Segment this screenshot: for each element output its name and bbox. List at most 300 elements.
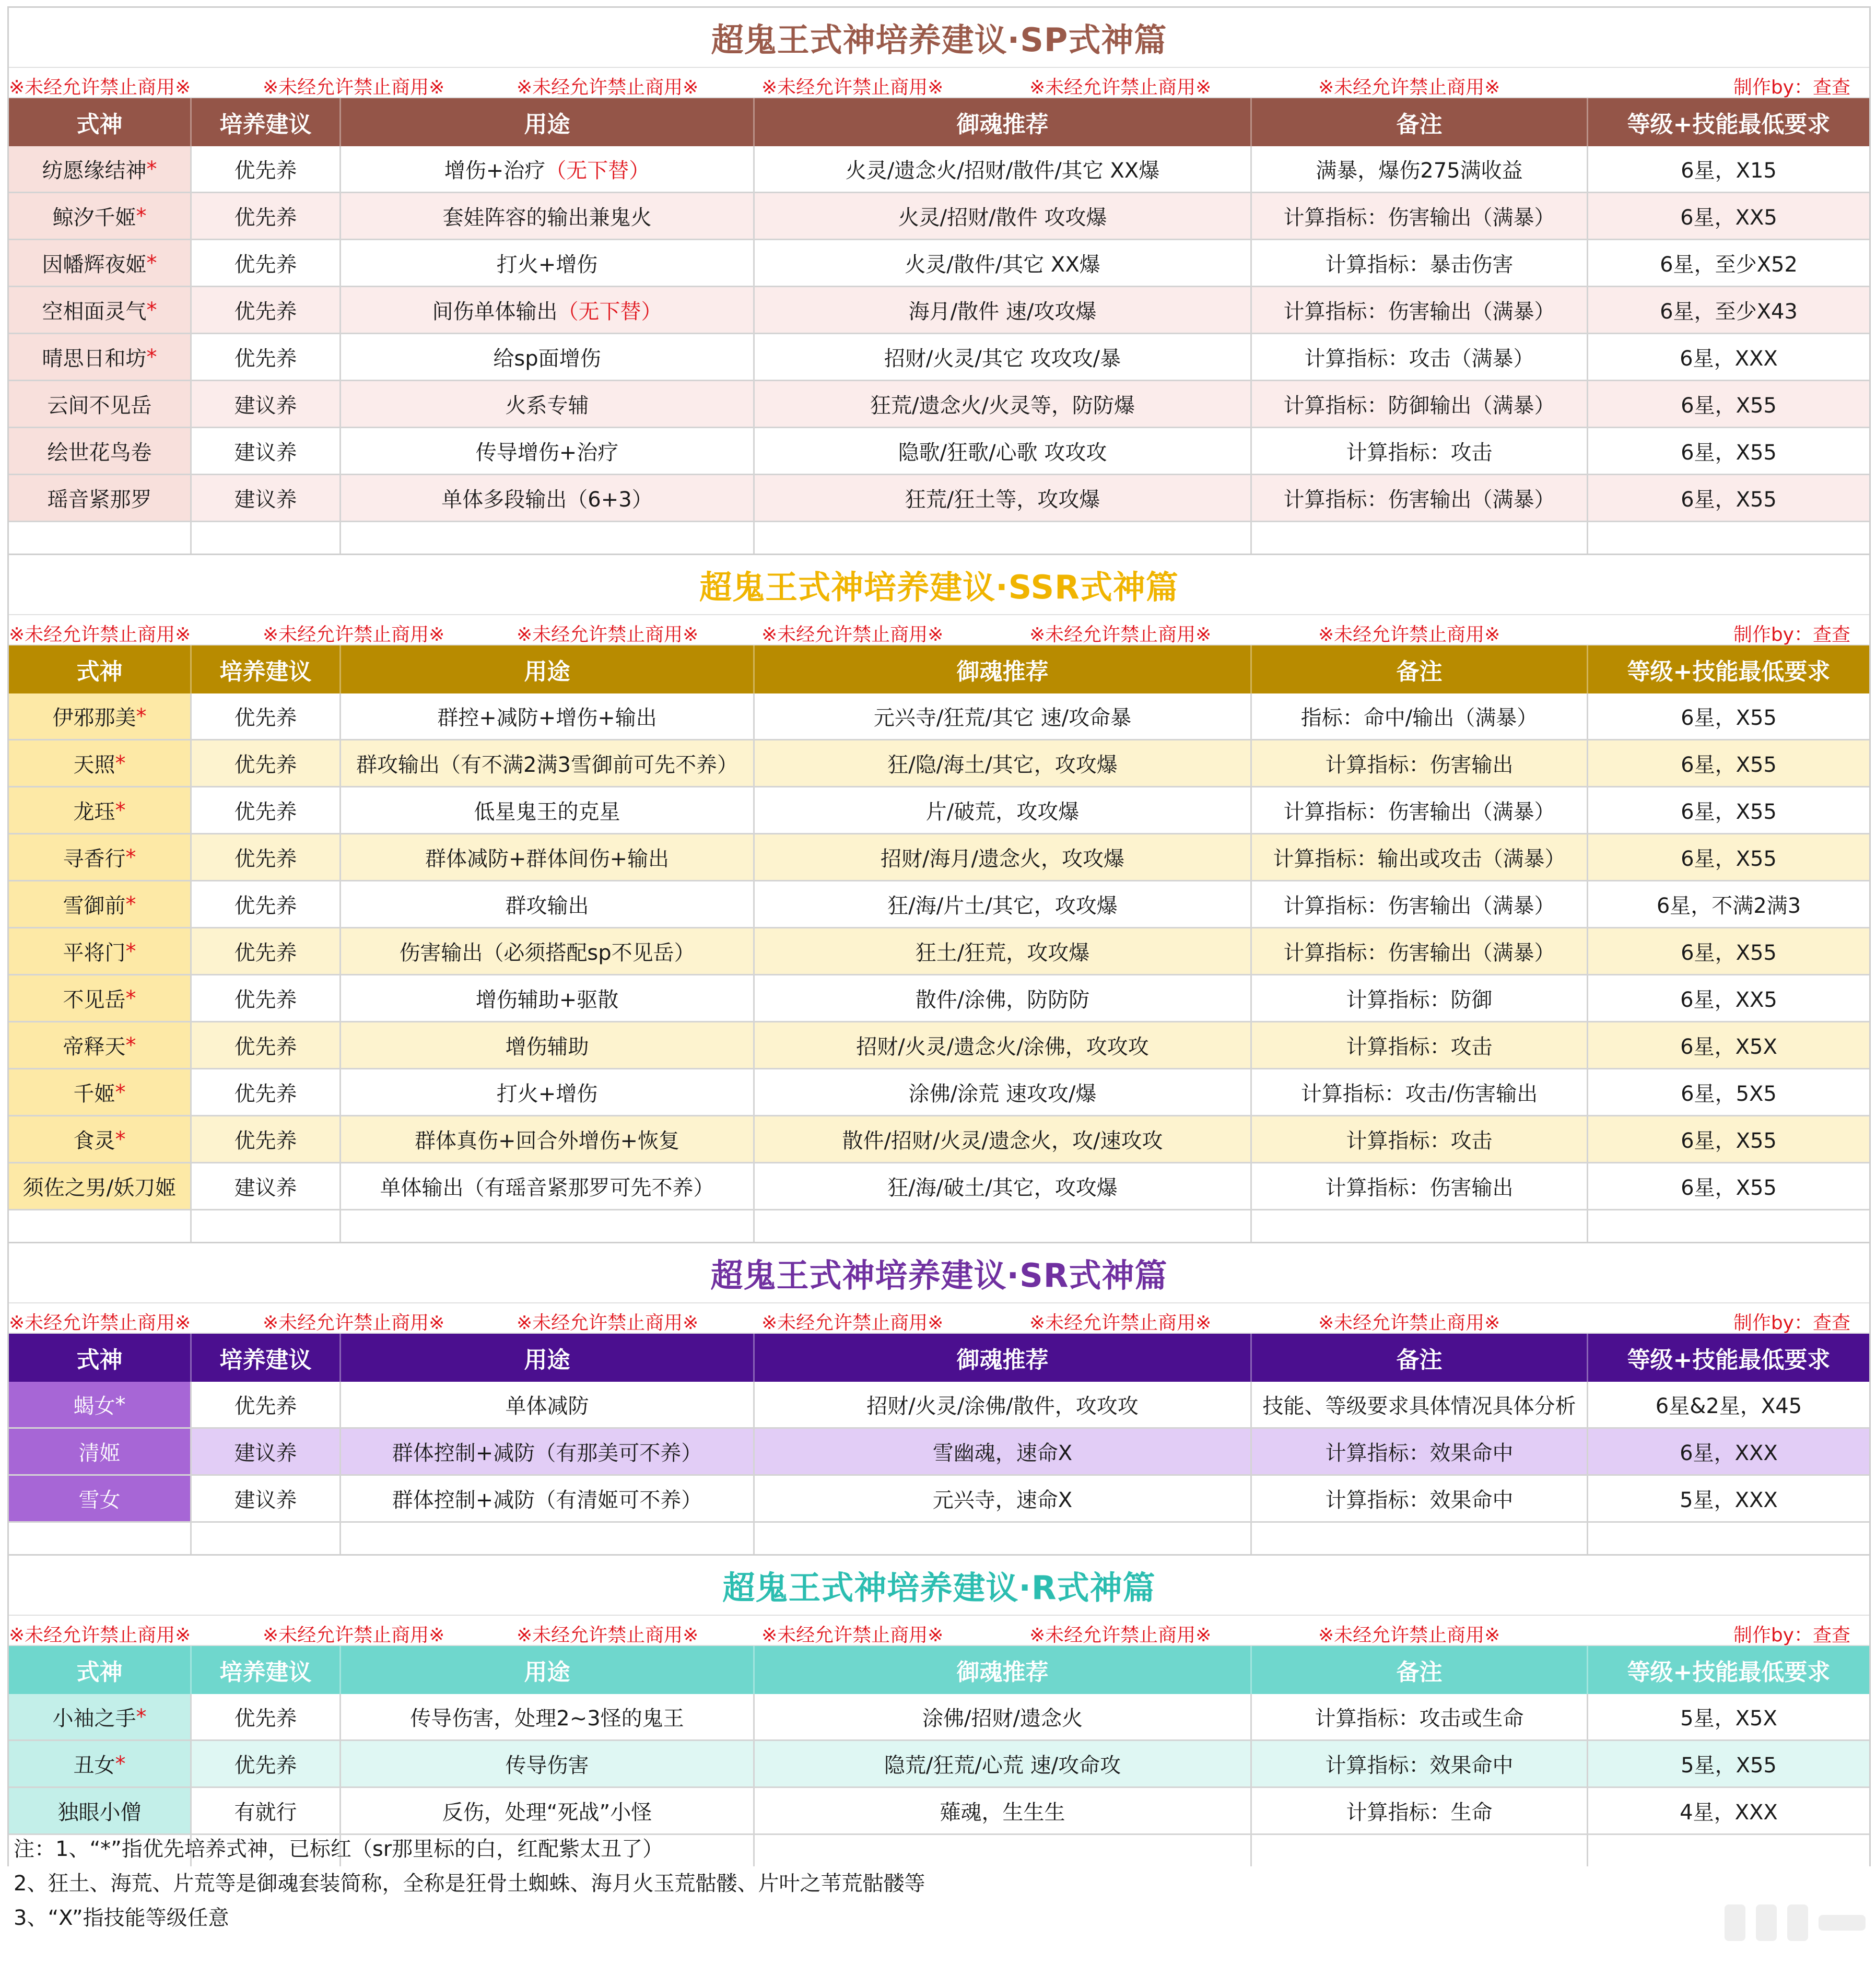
shikigami-name-cell [9,787,192,834]
empty-cell [341,1523,755,1554]
use-cell [341,1022,755,1069]
shikigami-name-cell [9,1476,192,1523]
column-header: 等级+技能最低要求 [1588,1334,1869,1382]
soul-cell: 海月/散件 速/攻攻爆 [755,287,1252,334]
soul-cell: 涂佛/涂荒 速攻攻/爆 [755,1069,1252,1116]
advice-cell: 优先养 [192,1069,341,1116]
shikigami-name: 清姬 [78,1441,121,1465]
shikigami-name-cell [9,381,192,428]
requirement-cell: 6星，XXX [1588,1429,1869,1476]
column-header: 御魂推荐 [755,1646,1252,1694]
soul-cell: 涂佛/招财/遗念火 [755,1694,1252,1741]
requirement-cell: 6星，XX5 [1588,193,1869,240]
advice-cell: 建议养 [192,475,341,522]
table-row [9,1694,1869,1741]
shikigami-name: 空相面灵气 [42,300,147,324]
shikigami-name: 因幡辉夜姬 [42,253,147,277]
requirement-cell: 5星，XXX [1588,1476,1869,1523]
use-text: 打火+增伤 [496,253,598,277]
advice-cell: 优先养 [192,287,341,334]
empty-cell [1252,1835,1588,1866]
use-text: 反伤，处理“死战”小怪 [442,1801,652,1825]
soul-cell: 火灵/散件/其它 XX爆 [755,240,1252,287]
note-cell: 计算指标：效果命中 [1252,1476,1588,1523]
use-note-red: （无下替） [557,300,662,324]
advice-cell: 优先养 [192,975,341,1022]
soul-cell: 招财/火灵/涂佛/散件，攻攻攻 [755,1382,1252,1429]
soul-cell: 狂荒/狂土等，攻攻爆 [755,475,1252,522]
requirement-cell: 6星，X55 [1588,428,1869,475]
column-header: 用途 [341,1646,755,1694]
warning-text: ※未经允许禁止商用※ [1029,624,1212,645]
note-cell: 计算指标：效果命中 [1252,1741,1588,1788]
advice-cell: 优先养 [192,334,341,381]
section-title: 超鬼王式神培养建议·SR式神篇 [9,1242,1869,1302]
table-row [9,428,1869,475]
use-cell [341,1163,755,1210]
soul-cell: 招财/火灵/其它 攻攻攻/暴 [755,334,1252,381]
requirement-cell: 6星，X55 [1588,693,1869,740]
shikigami-name: 千姬 [73,1082,115,1106]
soul-cell: 隐荒/狂荒/心荒 速/攻命攻 [755,1741,1252,1788]
use-text: 群攻输出（有不满2满3雪御前可先不养） [356,753,738,777]
advice-cell: 建议养 [192,1429,341,1476]
note-cell: 计算指标：伤害输出 [1252,1163,1588,1210]
section-ssr [7,554,1871,1242]
priority-star: * [136,704,147,728]
soul-cell: 薙魂，生生生 [755,1788,1252,1835]
use-text: 打火+增伤 [496,1082,598,1106]
soul-cell: 片/破荒，攻攻爆 [755,787,1252,834]
shikigami-name-cell [9,1788,192,1835]
soul-cell: 元兴寺，速命X [755,1476,1252,1523]
use-cell [341,975,755,1022]
priority-star: * [115,1392,126,1417]
table-row [9,1163,1869,1210]
requirement-cell: 6星，X55 [1588,1116,1869,1163]
warning-row [9,1615,1869,1646]
empty-cell [192,522,341,554]
column-header: 式神 [9,1334,192,1382]
note-cell: 计算指标：暴击伤害 [1252,240,1588,287]
soul-cell: 狂/海/破土/其它，攻攻爆 [755,1163,1252,1210]
advice-cell: 建议养 [192,381,341,428]
requirement-cell: 6星，XXX [1588,334,1869,381]
shikigami-name: 独眼小僧 [57,1801,142,1825]
note-cell: 计算指标：生命 [1252,1788,1588,1835]
use-cell [341,428,755,475]
warning-text: ※未经允许禁止商用※ [761,1312,944,1334]
use-cell [341,1069,755,1116]
use-text: 群体减防+群体间伤+输出 [425,847,670,871]
advice-cell: 优先养 [192,193,341,240]
shikigami-name-cell [9,193,192,240]
table-row [9,1429,1869,1476]
requirement-cell: 6星，5X5 [1588,1069,1869,1116]
empty-cell [1252,522,1588,554]
table-row [9,1476,1869,1523]
empty-cell [9,522,192,554]
priority-star: * [125,845,136,869]
column-header: 式神 [9,1646,192,1694]
note-cell: 满暴，爆伤275满收益 [1252,146,1588,193]
bars-watermark-icon [1714,1894,1871,1951]
empty-cell [341,522,755,554]
use-text: 伤害输出（必须搭配sp不见岳） [399,941,695,965]
section-sr [7,1242,1871,1554]
requirement-cell: 6星，至少X43 [1588,287,1869,334]
advice-cell: 优先养 [192,1694,341,1741]
column-header: 御魂推荐 [755,645,1252,693]
warning-text: ※未经允许禁止商用※ [517,624,699,645]
soul-cell: 狂荒/遗念火/火灵等，防防爆 [755,381,1252,428]
empty-cell [755,1210,1252,1242]
note-cell: 计算指标：伤害输出（满暴） [1252,475,1588,522]
shikigami-name: 小袖之手 [52,1707,136,1731]
priority-star: * [136,1704,147,1729]
empty-cell [192,1523,341,1554]
note-cell: 计算指标：攻击或生命 [1252,1694,1588,1741]
priority-star: * [115,1127,126,1151]
column-header: 等级+技能最低要求 [1588,645,1869,693]
shikigami-name: 伊邪那美 [52,706,136,730]
warning-text: ※未经允许禁止商用※ [517,77,699,98]
warning-text: ※未经允许禁止商用※ [1318,77,1500,98]
use-text: 火系专辅 [505,394,589,418]
shikigami-name-cell [9,1382,192,1429]
shikigami-name: 寻香行 [63,847,126,871]
note-3: 3、“X”指技能等级任意 [14,1906,229,1930]
note-cell: 计算指标：攻击 [1252,1116,1588,1163]
warning-text: ※未经允许禁止商用※ [761,624,944,645]
table-row [9,975,1869,1022]
advice-cell: 优先养 [192,1022,341,1069]
column-header: 用途 [341,645,755,693]
table-row [9,881,1869,928]
note-cell: 指标：命中/输出（满暴） [1252,693,1588,740]
warning-text: ※未经允许禁止商用※ [1318,1625,1500,1646]
use-text: 增伤辅助 [505,1035,589,1059]
advice-cell: 建议养 [192,1163,341,1210]
empty-cell [1252,1210,1588,1242]
note-cell: 计算指标：防御 [1252,975,1588,1022]
use-cell [341,881,755,928]
priority-star: * [146,345,157,369]
column-header: 培养建议 [192,1646,341,1694]
note-cell: 计算指标：攻击（满暴） [1252,334,1588,381]
use-text: 单体输出（有瑶音紧那罗可先不养） [380,1176,714,1200]
author-credit: 制作by：查查 [1733,624,1850,645]
shikigami-name-cell [9,834,192,881]
shikigami-name: 纺愿缘结神 [42,159,147,183]
soul-cell: 散件/涂佛，防防防 [755,975,1252,1022]
soul-cell: 火灵/遗念火/招财/散件/其它 XX爆 [755,146,1252,193]
use-cell [341,1382,755,1429]
section-title: 超鬼王式神培养建议·SP式神篇 [9,6,1869,67]
note-cell: 计算指标：输出或攻击（满暴） [1252,834,1588,881]
column-header: 培养建议 [192,98,341,146]
requirement-cell: 6星&2星，X45 [1588,1382,1869,1429]
priority-star: * [125,1033,136,1057]
use-cell [341,287,755,334]
requirement-cell: 6星，X55 [1588,740,1869,787]
table-row [9,475,1869,522]
advice-cell: 优先养 [192,740,341,787]
shikigami-name-cell [9,975,192,1022]
shikigami-name-cell [9,240,192,287]
priority-star: * [125,986,136,1010]
warning-text: ※未经允许禁止商用※ [761,1625,944,1646]
shikigami-name: 晴思日和坊 [42,347,147,371]
shikigami-name: 帝释天 [63,1035,126,1059]
shikigami-name: 云间不见岳 [47,394,152,418]
warning-text: ※未经允许禁止商用※ [761,77,944,98]
soul-cell: 狂土/狂荒，攻攻爆 [755,928,1252,975]
column-header: 备注 [1252,645,1588,693]
requirement-cell: 6星，X5X [1588,1022,1869,1069]
warning-text: ※未经允许禁止商用※ [9,1312,191,1334]
column-header: 用途 [341,1334,755,1382]
shikigami-name-cell [9,1741,192,1788]
use-cell [341,193,755,240]
warning-text: ※未经允许禁止商用※ [1318,1312,1500,1334]
empty-cell [9,1523,192,1554]
advice-cell: 有就行 [192,1788,341,1835]
use-cell [341,334,755,381]
priority-star: * [115,798,126,822]
table-row [9,693,1869,740]
table-row [9,240,1869,287]
column-header: 等级+技能最低要求 [1588,98,1869,146]
note-cell: 计算指标：伤害输出（满暴） [1252,881,1588,928]
author-credit: 制作by：查查 [1733,1312,1850,1334]
requirement-cell: 6星，X15 [1588,146,1869,193]
table-row [9,834,1869,881]
shikigami-name: 须佐之男/妖刀姬 [22,1176,177,1200]
table-row [9,1069,1869,1116]
priority-star: * [115,1751,126,1776]
table-row [9,146,1869,193]
table-header [9,645,1869,693]
use-text: 单体多段输出（6+3） [441,488,653,512]
shikigami-name-cell [9,1069,192,1116]
priority-star: * [115,751,126,775]
use-text: 传导增伤+治疗 [475,441,619,465]
column-header: 御魂推荐 [755,98,1252,146]
use-text: 单体减防 [505,1394,589,1418]
use-cell [341,834,755,881]
requirement-cell: 6星，X55 [1588,834,1869,881]
warning-text: ※未经允许禁止商用※ [9,1625,191,1646]
spacer-row [9,1523,1869,1554]
table-row [9,193,1869,240]
advice-cell: 优先养 [192,693,341,740]
shikigami-name: 绘世花鸟卷 [47,441,152,465]
warning-row [9,67,1869,98]
column-header: 式神 [9,645,192,693]
shikigami-name-cell [9,1429,192,1476]
shikigami-name-cell [9,428,192,475]
use-text: 给sp面增伤 [493,347,601,371]
shikigami-name: 平将门 [63,941,126,965]
shikigami-name-cell [9,1022,192,1069]
empty-cell [1588,1210,1869,1242]
author-credit: 制作by：查查 [1733,1625,1850,1646]
use-cell [341,1116,755,1163]
shikigami-name-cell [9,334,192,381]
note-cell: 计算指标：攻击 [1252,428,1588,475]
requirement-cell: 6星，XX5 [1588,975,1869,1022]
spreadsheet [7,6,1871,1866]
warning-text: ※未经允许禁止商用※ [263,1312,445,1334]
shikigami-name: 鲸汐千姬 [52,206,136,230]
column-header: 备注 [1252,98,1588,146]
warning-row [9,614,1869,645]
soul-cell: 狂/海/片土/其它，攻攻爆 [755,881,1252,928]
use-cell [341,1476,755,1523]
advice-cell: 优先养 [192,1382,341,1429]
warning-text: ※未经允许禁止商用※ [517,1625,699,1646]
use-cell [341,240,755,287]
empty-cell [1588,1835,1869,1866]
soul-cell: 火灵/招财/散件 攻攻爆 [755,193,1252,240]
shikigami-name-cell [9,881,192,928]
advice-cell: 优先养 [192,1741,341,1788]
empty-cell [1588,1523,1869,1554]
use-text: 传导伤害，处理2~3怪的鬼王 [410,1707,684,1731]
shikigami-name: 龙珏 [73,800,115,824]
use-text: 增伤辅助+驱散 [475,988,619,1012]
section-r [7,1554,1871,1866]
use-cell [341,381,755,428]
soul-cell: 招财/海月/遗念火，攻攻爆 [755,834,1252,881]
section-title: 超鬼王式神培养建议·R式神篇 [9,1554,1869,1615]
table-row [9,928,1869,975]
note-cell: 计算指标：防御输出（满暴） [1252,381,1588,428]
table-header [9,98,1869,146]
section-title: 超鬼王式神培养建议·SSR式神篇 [9,554,1869,614]
note-cell: 计算指标：攻击 [1252,1022,1588,1069]
author-credit: 制作by：查查 [1733,77,1850,98]
requirement-cell: 4星，XXX [1588,1788,1869,1835]
note-cell: 计算指标：攻击/伤害输出 [1252,1069,1588,1116]
shikigami-name: 丑女 [73,1754,115,1778]
priority-star: * [146,298,157,322]
note-2: 2、狂土、海荒、片荒等是御魂套装简称，全称是狂骨土蜘蛛、海月火玉荒骷髅、片叶之苇荒骷髅等 [14,1872,925,1896]
shikigami-name-cell [9,1694,192,1741]
shikigami-name-cell [9,740,192,787]
priority-star: * [125,939,136,963]
warning-text: ※未经允许禁止商用※ [1318,624,1500,645]
warning-text: ※未经允许禁止商用※ [9,624,191,645]
advice-cell: 优先养 [192,787,341,834]
shikigami-name: 瑶音紧那罗 [47,488,152,512]
requirement-cell: 6星，X55 [1588,928,1869,975]
empty-cell [192,1210,341,1242]
requirement-cell: 6星，X55 [1588,381,1869,428]
requirement-cell: 6星，X55 [1588,1163,1869,1210]
warning-text: ※未经允许禁止商用※ [263,77,445,98]
shikigami-name-cell [9,287,192,334]
table-row [9,1116,1869,1163]
note-cell: 计算指标：效果命中 [1252,1429,1588,1476]
empty-cell [9,1210,192,1242]
column-header: 式神 [9,98,192,146]
note-cell: 计算指标：伤害输出（满暴） [1252,287,1588,334]
use-text: 群攻输出 [505,894,589,918]
empty-cell [1588,522,1869,554]
warning-text: ※未经允许禁止商用※ [517,1312,699,1334]
column-header: 用途 [341,98,755,146]
table-row [9,381,1869,428]
advice-cell: 优先养 [192,146,341,193]
use-text: 低星鬼王的克星 [474,800,620,824]
requirement-cell: 6星，X55 [1588,475,1869,522]
column-header: 御魂推荐 [755,1334,1252,1382]
table-row [9,740,1869,787]
soul-cell: 隐歌/狂歌/心歌 攻攻攻 [755,428,1252,475]
table-header [9,1334,1869,1382]
column-header: 备注 [1252,1646,1588,1694]
advice-cell: 优先养 [192,1116,341,1163]
use-cell [341,693,755,740]
soul-cell: 雪幽魂，速命X [755,1429,1252,1476]
requirement-cell: 5星，X55 [1588,1741,1869,1788]
advice-cell: 建议养 [192,1476,341,1523]
soul-cell: 招财/火灵/遗念火/涂佛，攻攻攻 [755,1022,1252,1069]
note-cell: 技能、等级要求具体情况具体分析 [1252,1382,1588,1429]
table-row [9,1022,1869,1069]
table-header [9,1646,1869,1694]
shikigami-name: 雪女 [78,1488,121,1512]
empty-cell [341,1210,755,1242]
table-row [9,787,1869,834]
use-cell [341,1429,755,1476]
soul-cell: 狂/隐/海土/其它，攻攻爆 [755,740,1252,787]
requirement-cell: 6星，不满2满3 [1588,881,1869,928]
use-cell [341,740,755,787]
shikigami-name-cell [9,693,192,740]
warning-row [9,1302,1869,1334]
shikigami-name-cell [9,475,192,522]
warning-text: ※未经允许禁止商用※ [9,77,191,98]
notes [14,1832,925,1935]
note-cell: 计算指标：伤害输出（满暴） [1252,193,1588,240]
use-text: 增伤+治疗 [444,159,546,183]
note-cell: 计算指标：伤害输出（满暴） [1252,787,1588,834]
column-header: 培养建议 [192,645,341,693]
use-cell [341,1694,755,1741]
requirement-cell: 5星，X5X [1588,1694,1869,1741]
use-text: 群体真伤+回合外增伤+恢复 [414,1129,680,1153]
warning-text: ※未经允许禁止商用※ [1029,1312,1212,1334]
advice-cell: 优先养 [192,928,341,975]
advice-cell: 建议养 [192,428,341,475]
empty-cell [755,1523,1252,1554]
table-row [9,1788,1869,1835]
use-text: 群体控制+减防（有那美可不养） [392,1441,702,1465]
warning-text: ※未经允许禁止商用※ [263,1625,445,1646]
warning-text: ※未经允许禁止商用※ [263,624,445,645]
shikigami-name-cell [9,1163,192,1210]
empty-cell [1252,1523,1588,1554]
use-cell [341,928,755,975]
table-row [9,287,1869,334]
soul-cell: 散件/招财/火灵/遗念火，攻/速攻攻 [755,1116,1252,1163]
column-header: 培养建议 [192,1334,341,1382]
advice-cell: 优先养 [192,881,341,928]
priority-star: * [146,251,157,275]
